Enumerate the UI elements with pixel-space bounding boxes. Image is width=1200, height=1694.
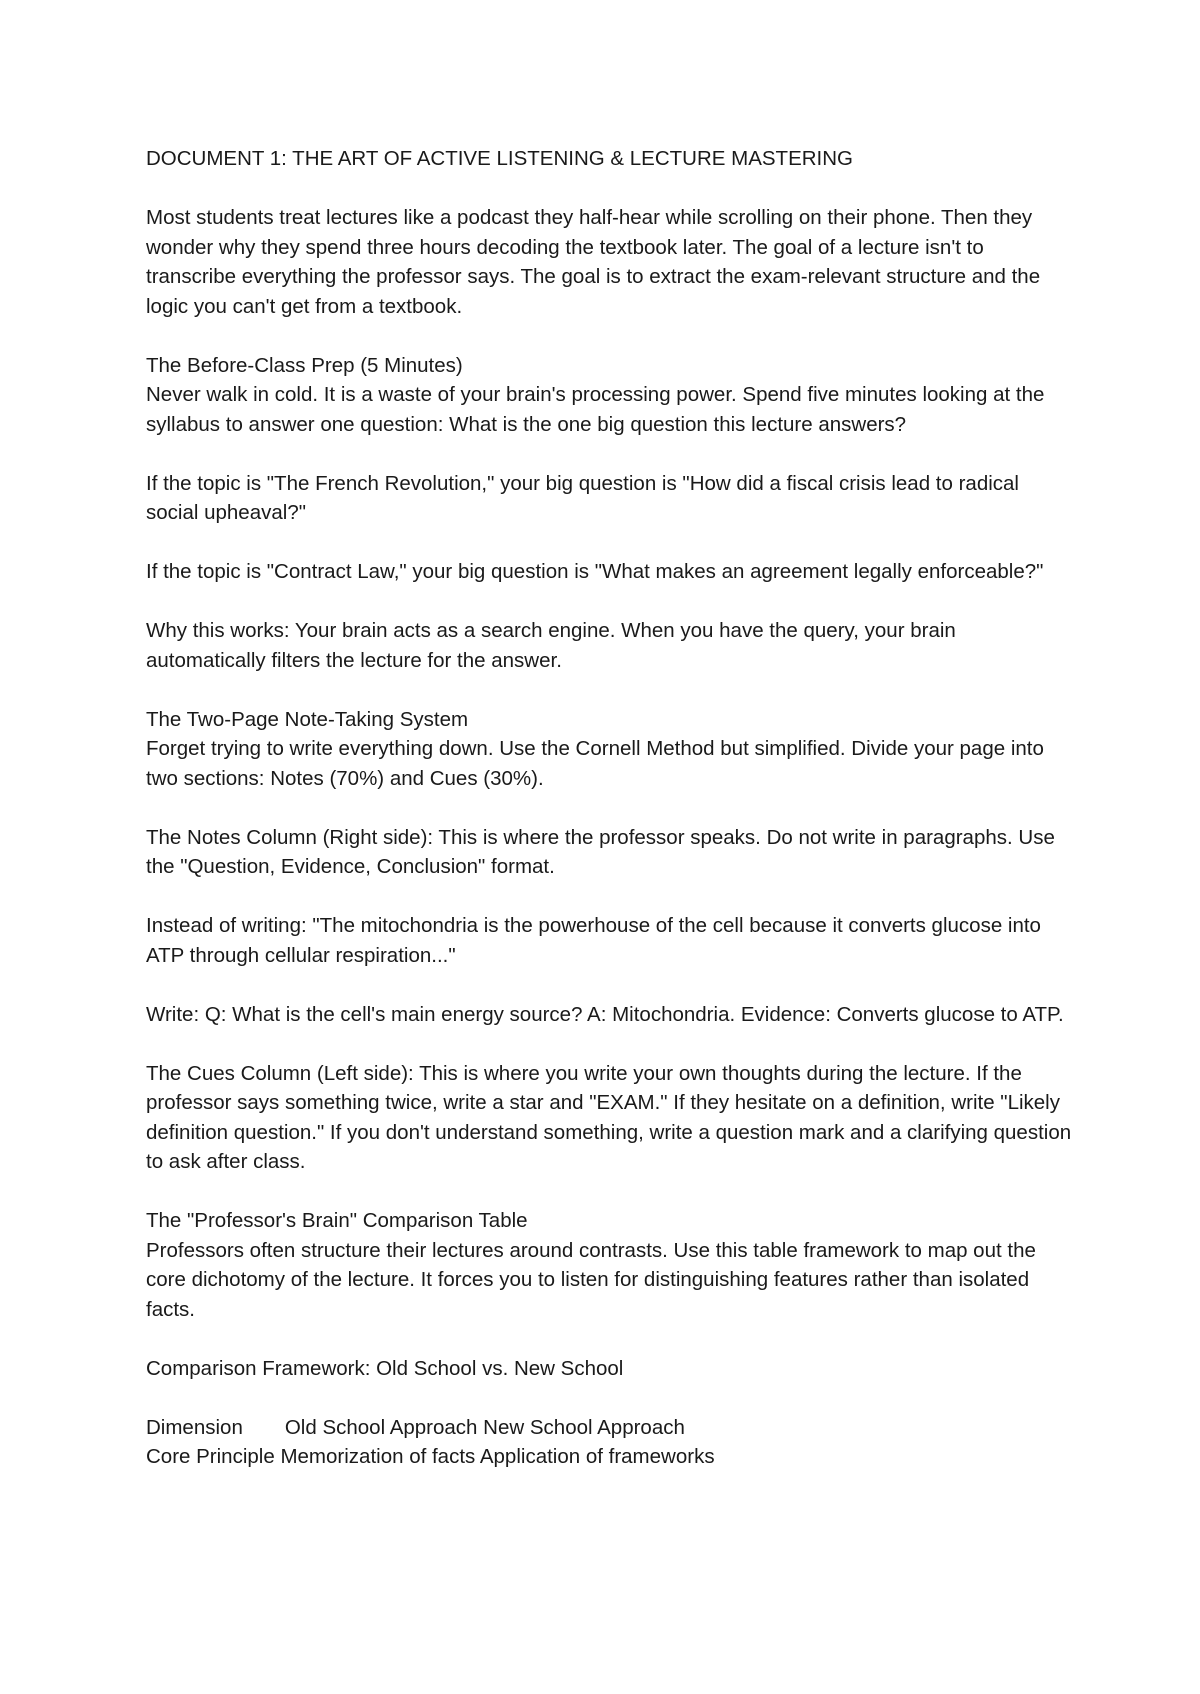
notes-column-paragraph: The Notes Column (Right side): This is where the professor speaks. Do not write in paragraphs. Use the "Question, Evidence, Conclusion" format. [146, 825, 1055, 878]
table-header-row [146, 1413, 1076, 1443]
intro-paragraph: Most students treat lectures like a podcast they half-hear while scrolling on their phone. Then they wonder why they spend three hours decoding the textbook later. The goal of a lecture isn't to transcribe everything the professor says. The goal is to extract the exam-relevant structure and the logic you can't get from a textbook. [146, 206, 1041, 318]
instead-of-writing-paragraph: Instead of writing: "The mitochondria is the powerhouse of the cell because it converts glucose into ATP through cellular respiration..." [146, 914, 1041, 967]
table-cell-memorization: Memorization of facts [280, 1445, 476, 1468]
table-cell-core-principle: Core Principle [146, 1445, 275, 1468]
comparison-table-paragraph: Professors often structure their lectures around contrasts. Use this table framework to map out the core dichotomy of the lecture. It forces you to listen for distinguishing features rather than isolated facts. [146, 1238, 1036, 1321]
write-example-paragraph: Write: Q: What is the cell's main energy source? A: Mitochondria. Evidence: Converts glucose to ATP. [146, 1002, 1064, 1026]
french-revolution-example: If the topic is "The French Revolution," your big question is "How did a fiscal crisis lead to radical social upheaval?" [146, 471, 1019, 524]
section-heading-note-taking-system: The Two-Page Note-Taking System [146, 707, 469, 731]
before-class-prep-paragraph: Never walk in cold. It is a waste of your brain's processing power. Spend five minutes looking at the syllabus to answer one question: What is the one big question this lecture answers? [146, 383, 1045, 436]
note-taking-system-paragraph: Forget trying to write everything down. Use the Cornell Method but simplified. Divide your page into two sections: Notes (70%) and Cues (30%). [146, 737, 1044, 790]
document-title: DOCUMENT 1: THE ART OF ACTIVE LISTENING & LECTURE MASTERING [146, 147, 853, 170]
comparison-framework-title: Comparison Framework: Old School vs. New School [146, 1356, 624, 1380]
cues-column-paragraph: The Cues Column (Left side): This is where you write your own thoughts during the lecture. If the professor says something twice, write a star and "EXAM." If they hesitate on a definition, write "Likely definition question." If you don't understand something, write a question mark and a clarifying question to ask after class. [146, 1061, 1072, 1173]
document-body [146, 144, 1076, 1472]
table-header-dimension: Dimension [146, 1415, 243, 1439]
why-this-works-paragraph: Why this works: Your brain acts as a search engine. When you have the query, your brain automatically filters the lecture for the answer. [146, 619, 956, 672]
contract-law-example: If the topic is "Contract Law," your big question is "What makes an agreement legally enforceable?" [146, 560, 1044, 583]
table-cell-application: Application of frameworks [479, 1445, 715, 1468]
section-heading-comparison-table: The "Professor's Brain" Comparison Table [146, 1209, 528, 1232]
table-header-new-school: New School Approach [483, 1415, 685, 1439]
table-header-old-school: Old School Approach [284, 1415, 478, 1439]
table-row [146, 1442, 1076, 1472]
section-heading-before-class-prep: The Before-Class Prep (5 Minutes) [146, 353, 463, 377]
